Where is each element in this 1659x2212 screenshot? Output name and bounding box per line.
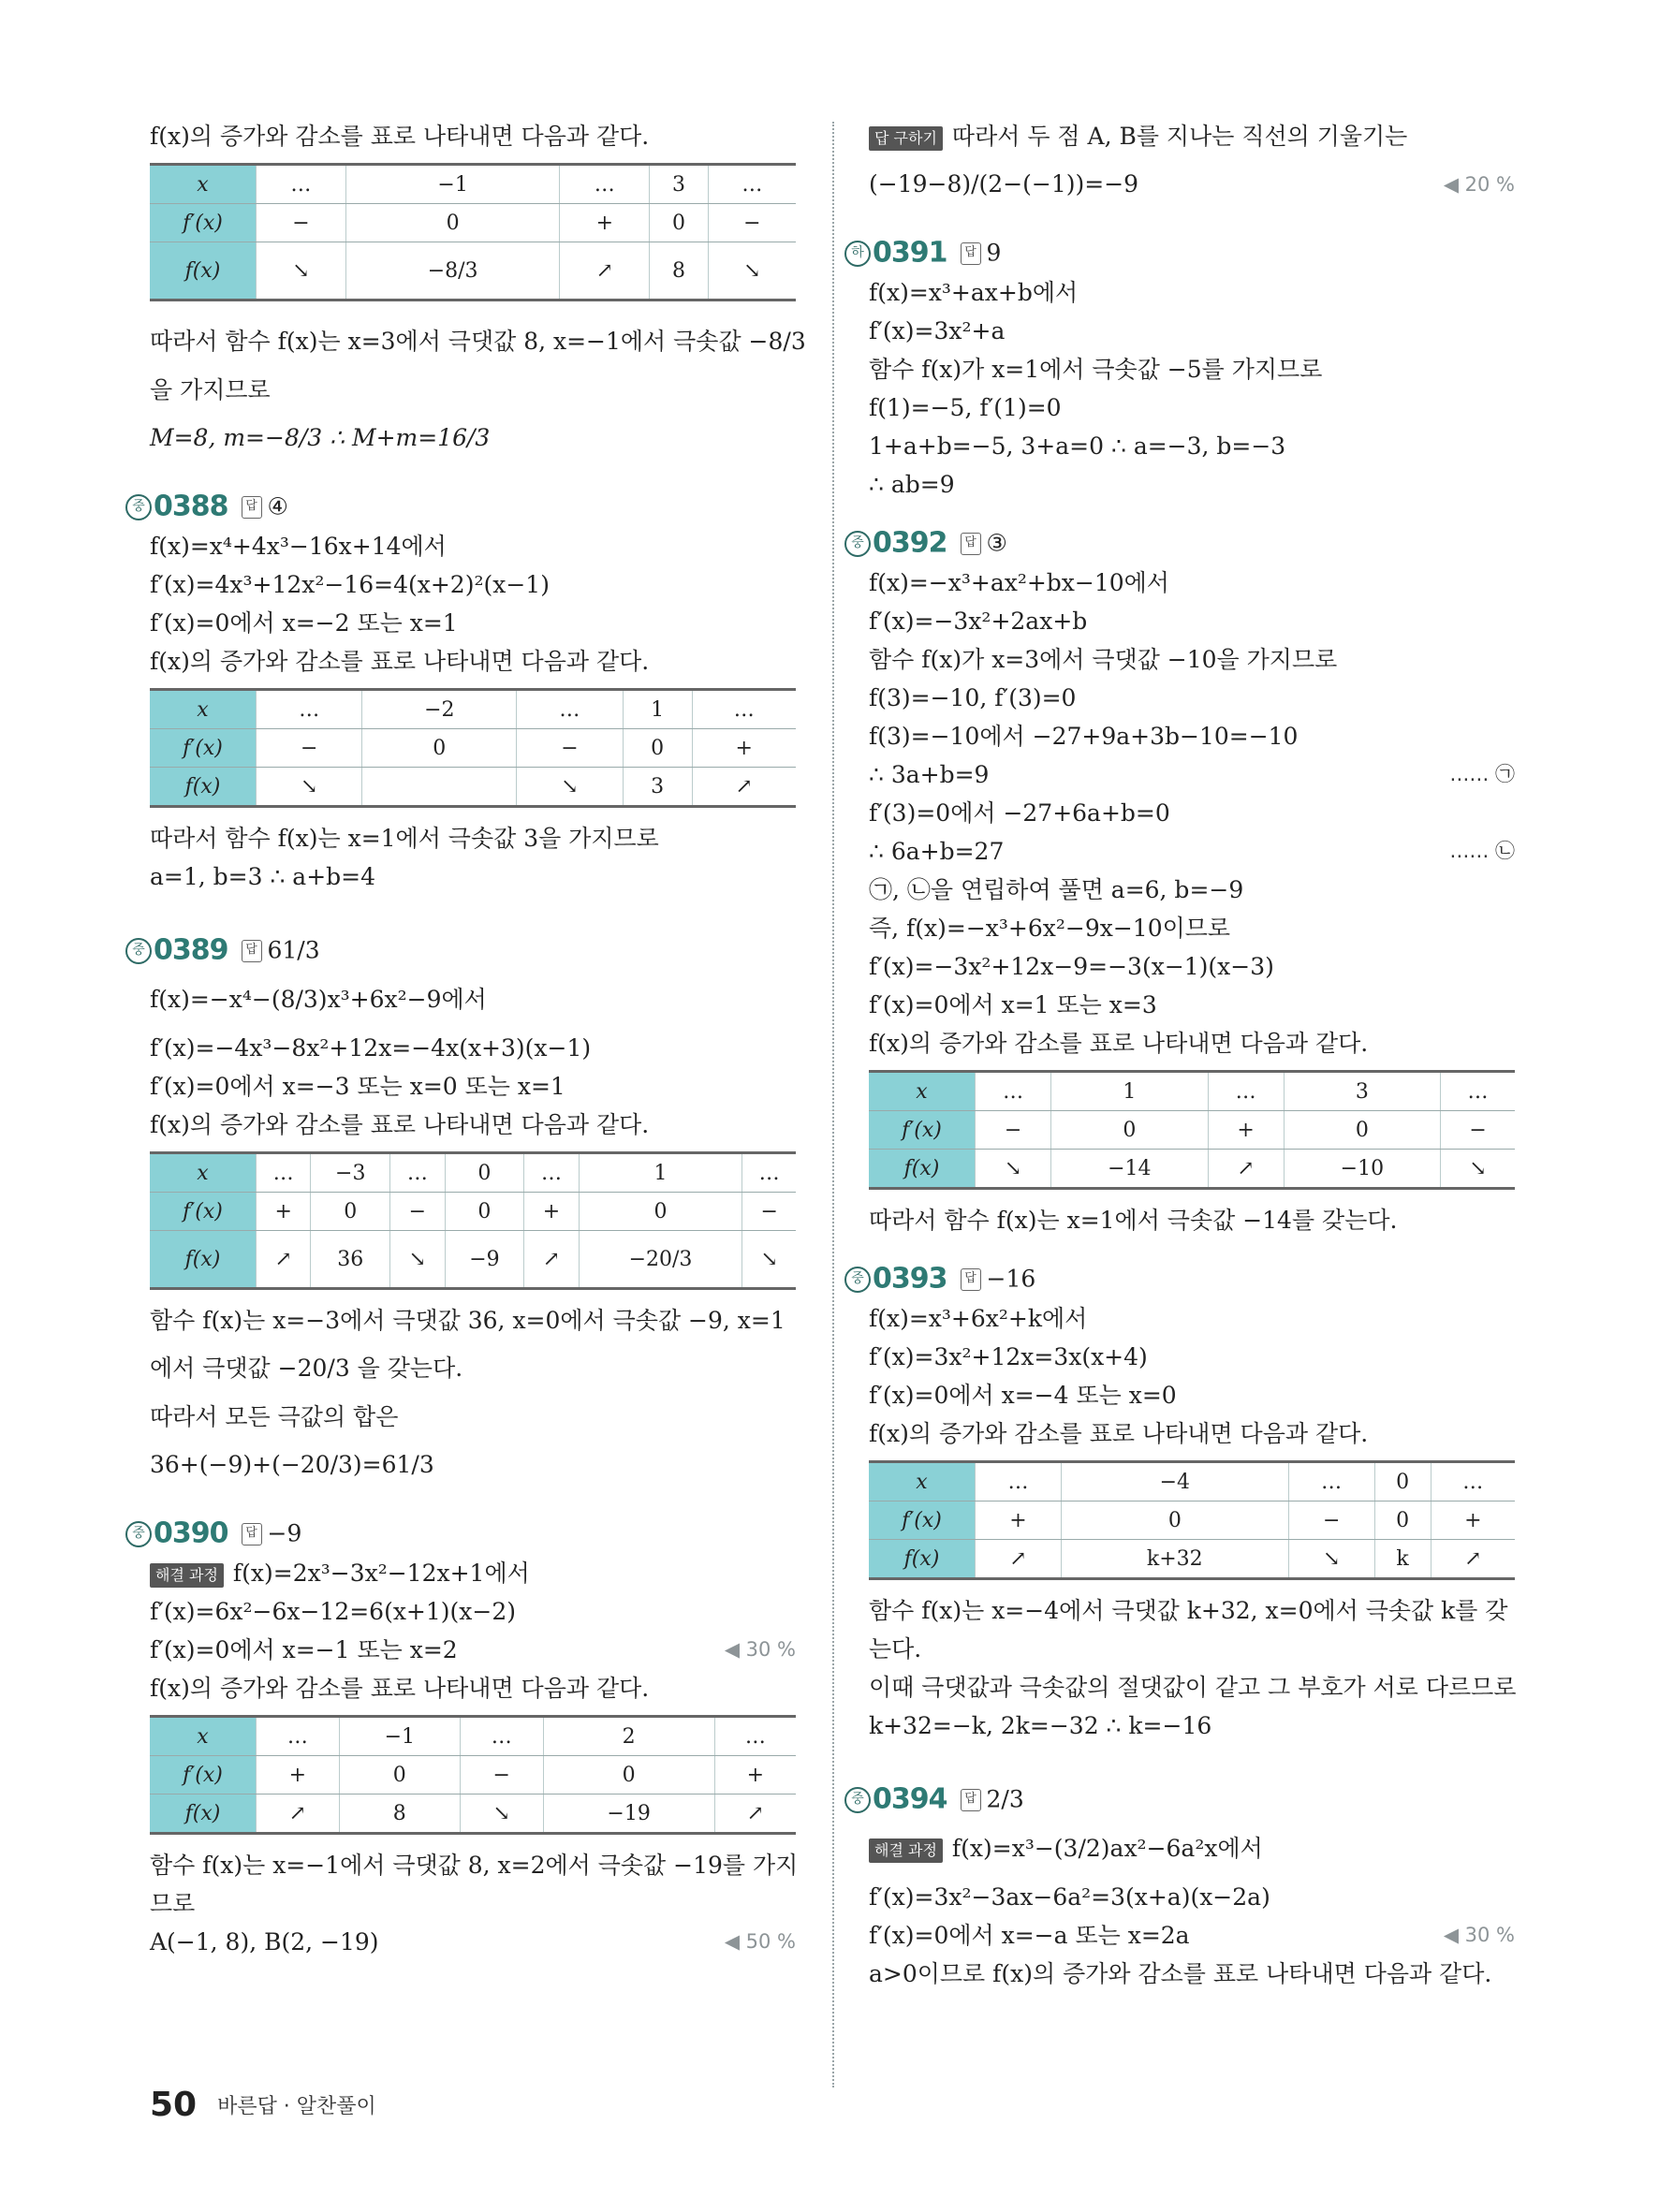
table-cell: + — [1431, 1502, 1515, 1540]
text-line: f(3)=−10, f′(3)=0 — [869, 684, 1077, 711]
text-line: f′(x)=0에서 x=−3 또는 x=0 또는 x=1 — [150, 1073, 565, 1100]
text-line: 따라서 함수 f(x)는 x=3에서 극댓값 8, x=−1에서 극솟값 −8/3 — [150, 328, 806, 355]
text-line: A(−1, 8), B(2, −19) ◀ 50 % — [150, 1923, 796, 1961]
table-cell: 8 — [650, 242, 709, 300]
table-cell: − — [742, 1193, 796, 1231]
text-line: 함수 f(x)가 x=1에서 극솟값 −5를 가지므로 — [869, 356, 1323, 383]
page-footer — [150, 2086, 376, 2124]
answer-value: −9 — [267, 1519, 302, 1547]
table-cell: f′(x) — [150, 1756, 257, 1795]
table-cell: ↗ — [257, 1795, 340, 1834]
table-cell: … — [257, 690, 362, 729]
table-cell: ↗ — [1431, 1540, 1515, 1579]
table-row — [869, 1502, 1515, 1540]
answer-value: 2/3 — [986, 1785, 1024, 1813]
problem-number: 0393 — [873, 1262, 947, 1296]
table-cell: f′(x) — [150, 729, 257, 768]
text-line: 따라서 모든 극값의 합은 — [150, 1403, 399, 1430]
text-line: 함수 f(x)가 x=3에서 극댓값 −10을 가지므로 — [869, 646, 1338, 673]
table-cell: 0 — [623, 729, 692, 768]
table-row — [150, 1795, 796, 1834]
table-cell: ↘ — [517, 768, 623, 807]
table-cell: 8 — [339, 1795, 460, 1834]
text-line: f(x)=−x⁴−(8/3)x³+6x²−9에서 — [150, 986, 487, 1013]
answer-value: ③ — [986, 529, 1007, 557]
table-cell: −9 — [445, 1231, 524, 1289]
table-cell: + — [1208, 1111, 1284, 1150]
answer-icon: 답 — [242, 1523, 262, 1545]
table-cell: … — [257, 165, 346, 204]
table-cell: − — [460, 1756, 543, 1795]
variation-table — [150, 163, 796, 301]
table-cell: k+32 — [1061, 1540, 1288, 1579]
text-line: 므로 — [150, 1890, 196, 1917]
table-cell: + — [976, 1502, 1062, 1540]
table-cell: − — [257, 204, 346, 242]
text-line: f′(x)=0에서 x=−a 또는 x=2a ◀ 30 % — [869, 1916, 1515, 1955]
table-cell: x — [150, 690, 257, 729]
level-badge: 중 — [125, 494, 152, 520]
variation-table — [869, 1070, 1515, 1190]
table-cell: 0 — [1061, 1502, 1288, 1540]
table-cell: ↗ — [692, 768, 796, 807]
table-cell: x — [150, 1717, 257, 1756]
text-line: ∴ 6a+b=27 …… ㉡ — [869, 832, 1515, 871]
table-cell: −19 — [543, 1795, 714, 1834]
book-title: 바른답 · 알찬풀이 — [217, 2095, 376, 2118]
variation-table — [150, 1151, 796, 1290]
text-line: f′(x)=0에서 x=−2 또는 x=1 — [150, 609, 458, 637]
answer-icon: 답 — [961, 242, 981, 265]
text-line: f′(x)=0에서 x=1 또는 x=3 — [869, 991, 1157, 1018]
table-cell: 3 — [623, 768, 692, 807]
table-row — [150, 1153, 796, 1193]
answer-icon: 답 — [242, 496, 262, 519]
table-row — [150, 204, 796, 242]
text-line: f(x)의 증가와 감소를 표로 나타내면 다음과 같다. — [150, 123, 650, 150]
table-cell: −3 — [311, 1153, 390, 1193]
table-cell: 1 — [623, 690, 692, 729]
table-row — [869, 1462, 1515, 1502]
problem-number: 0388 — [154, 490, 228, 523]
column-divider — [832, 122, 834, 2087]
text-line: f′(x)=6x²−6x−12=6(x+1)(x−2) — [150, 1598, 516, 1625]
table-cell: −1 — [339, 1717, 460, 1756]
text-line: f(x)=x³+6x²+k에서 — [869, 1305, 1088, 1332]
problem-header-0393 — [844, 1256, 1515, 1299]
step-tag: 답 구하기 — [869, 126, 943, 151]
table-cell: … — [460, 1717, 543, 1756]
text-line: f(x)의 증가와 감소를 표로 나타내면 다음과 같다. — [150, 648, 650, 675]
table-cell: f′(x) — [869, 1502, 976, 1540]
table-cell: −4 — [1061, 1462, 1288, 1502]
table-row — [150, 1717, 796, 1756]
table-cell: − — [1288, 1502, 1374, 1540]
table-cell: 0 — [1284, 1111, 1440, 1150]
table-cell: ↗ — [560, 242, 650, 300]
table-row — [869, 1150, 1515, 1189]
table-cell: k — [1374, 1540, 1431, 1579]
text-line: f′(x)=0에서 x=−4 또는 x=0 — [869, 1382, 1177, 1409]
table-cell: −20/3 — [579, 1231, 742, 1289]
table-cell: + — [560, 204, 650, 242]
table-cell: 36 — [311, 1231, 390, 1289]
answer-value: ④ — [267, 492, 288, 520]
text-line: f(x)의 증가와 감소를 표로 나타내면 다음과 같다. — [150, 1675, 650, 1702]
text-line: 는다. — [869, 1635, 922, 1663]
table-row — [150, 1193, 796, 1231]
problem-number: 0391 — [873, 236, 947, 270]
text-line: 따라서 함수 f(x)는 x=1에서 극솟값 −14를 갖는다. — [869, 1207, 1398, 1234]
table-cell: … — [1208, 1072, 1284, 1111]
variation-table — [869, 1460, 1515, 1580]
table-cell: f(x) — [150, 768, 257, 807]
text-line: f′(x)=−3x²+12x−9=−3(x−1)(x−3) — [869, 953, 1274, 980]
table-cell: − — [708, 204, 796, 242]
table-cell: 0 — [650, 204, 709, 242]
table-cell: x — [150, 165, 257, 204]
text-line: 을 가지므로 — [150, 376, 271, 403]
level-badge: 중 — [844, 531, 871, 557]
table-cell: … — [257, 1717, 340, 1756]
text-line: (−19−8)/(2−(−1))=−9 ◀ 20 % — [869, 155, 1515, 213]
table-cell: f(x) — [869, 1540, 976, 1579]
problem-header-0388 — [125, 484, 796, 527]
answer-icon: 답 — [961, 1789, 981, 1811]
table-cell: ↗ — [714, 1795, 796, 1834]
text-line: 에서 극댓값 −20/3 을 갖는다. — [150, 1355, 463, 1382]
text-line: 36+(−9)+(−20/3)=61/3 — [150, 1451, 434, 1478]
table-cell: − — [1441, 1111, 1515, 1150]
table-cell: + — [714, 1756, 796, 1795]
answer-value: 9 — [986, 239, 1002, 267]
table-cell: f′(x) — [150, 204, 257, 242]
table-cell: … — [714, 1717, 796, 1756]
variation-table — [150, 688, 796, 808]
text-line: ∴ 3a+b=9 …… ㉠ — [869, 755, 1515, 794]
level-badge: 중 — [125, 938, 152, 964]
table-cell: … — [560, 165, 650, 204]
table-row — [150, 1756, 796, 1795]
table-row — [150, 242, 796, 300]
text-line: f(3)=−10에서 −27+9a+3b−10=−10 — [869, 723, 1299, 750]
table-row — [150, 165, 796, 204]
page-number: 50 — [150, 2086, 198, 2124]
text-line: 함수 f(x)는 x=−1에서 극댓값 8, x=2에서 극솟값 −19를 가지 — [150, 1852, 799, 1879]
table-cell: f′(x) — [150, 1193, 257, 1231]
table-cell: … — [976, 1462, 1062, 1502]
table-cell: … — [742, 1153, 796, 1193]
table-cell: x — [150, 1153, 257, 1193]
variation-table — [150, 1715, 796, 1835]
problem-number: 0392 — [873, 526, 947, 560]
table-cell: f(x) — [150, 1795, 257, 1834]
text-line: k+32=−k, 2k=−32 ∴ k=−16 — [869, 1712, 1212, 1739]
answer-icon: 답 — [961, 533, 981, 555]
table-cell: −8/3 — [345, 242, 560, 300]
text-line: 함수 f(x)는 x=−3에서 극댓값 36, x=0에서 극솟값 −9, x=1 — [150, 1307, 785, 1334]
score-percent: ◀ 20 % — [1443, 173, 1515, 196]
table-cell: … — [390, 1153, 445, 1193]
step-tag: 해결 과정 — [869, 1838, 943, 1863]
table-cell: f(x) — [869, 1150, 976, 1189]
table-cell: 3 — [650, 165, 709, 204]
table-cell: 3 — [1284, 1072, 1440, 1111]
table-cell: 0 — [311, 1193, 390, 1231]
text-line: f(x)의 증가와 감소를 표로 나타내면 다음과 같다. — [869, 1420, 1369, 1447]
table-cell: … — [517, 690, 623, 729]
table-cell: ↘ — [976, 1150, 1051, 1189]
text-line: f′(3)=0에서 −27+6a+b=0 — [869, 799, 1170, 827]
table-row — [150, 1231, 796, 1289]
table-cell: 0 — [579, 1193, 742, 1231]
table-cell: 0 — [445, 1153, 524, 1193]
table-row — [150, 729, 796, 768]
table-cell: x — [869, 1072, 976, 1111]
table-row — [869, 1540, 1515, 1579]
score-percent: ◀ 50 % — [724, 1930, 796, 1953]
table-cell: ↗ — [524, 1231, 579, 1289]
step-tag: 해결 과정 — [150, 1563, 224, 1588]
answer-value: 61/3 — [267, 936, 320, 964]
table-cell: f(x) — [150, 242, 257, 300]
problem-header-0391 — [844, 230, 1515, 273]
table-cell: … — [524, 1153, 579, 1193]
text-line: f′(x)=3x²+12x=3x(x+4) — [869, 1343, 1148, 1370]
table-cell: … — [1431, 1462, 1515, 1502]
text-line: f′(x)=4x³+12x²−16=4(x+2)²(x−1) — [150, 571, 550, 598]
equation-marker: …… ㉠ — [1449, 763, 1515, 785]
problem-header-0394 — [844, 1777, 1515, 1820]
text-line: f′(x)=−4x³−8x²+12x=−4x(x+3)(x−1) — [150, 1034, 592, 1062]
level-badge: 중 — [844, 1267, 871, 1293]
text-line: f(x)=x⁴+4x³−16x+14에서 — [150, 533, 447, 560]
equation-marker: …… ㉡ — [1449, 840, 1515, 862]
level-badge: 중 — [125, 1521, 152, 1547]
table-cell: + — [524, 1193, 579, 1231]
table-cell: … — [1441, 1072, 1515, 1111]
text-line: a>0이므로 f(x)의 증가와 감소를 표로 나타내면 다음과 같다. — [869, 1960, 1492, 1987]
table-cell: 0 — [1374, 1462, 1431, 1502]
text-line: f(x)의 증가와 감소를 표로 나타내면 다음과 같다. — [150, 1111, 650, 1138]
table-cell: − — [976, 1111, 1051, 1150]
table-cell: … — [1288, 1462, 1374, 1502]
table-cell: ↘ — [708, 242, 796, 300]
table-cell: ↘ — [390, 1231, 445, 1289]
table-cell: ↗ — [976, 1540, 1062, 1579]
problem-number: 0390 — [154, 1516, 228, 1550]
text-line: 해결 과정 f(x)=2x³−3x²−12x+1에서 — [150, 1554, 796, 1592]
table-cell: f(x) — [150, 1231, 257, 1289]
problem-header-0389 — [125, 928, 796, 971]
table-cell: f′(x) — [869, 1111, 976, 1150]
text-line: f′(x)=3x²+a — [869, 317, 1006, 344]
text-line: f(1)=−5, f′(1)=0 — [869, 394, 1062, 421]
table-cell: + — [257, 1193, 311, 1231]
table-cell: ↘ — [257, 242, 346, 300]
table-cell: 2 — [543, 1717, 714, 1756]
table-cell: 0 — [339, 1756, 460, 1795]
text-line: ㉠, ㉡을 연립하여 풀면 a=6, b=−9 — [869, 876, 1244, 903]
table-cell: − — [517, 729, 623, 768]
score-percent: ◀ 30 % — [724, 1638, 796, 1661]
table-cell: 0 — [362, 729, 517, 768]
table-cell: −2 — [362, 690, 517, 729]
table-cell: … — [257, 1153, 311, 1193]
table-cell: + — [257, 1756, 340, 1795]
table-cell: ↘ — [257, 768, 362, 807]
table-row — [150, 768, 796, 807]
table-cell: … — [692, 690, 796, 729]
right-column — [851, 117, 1517, 1993]
table-cell: … — [976, 1072, 1051, 1111]
table-cell: x — [869, 1462, 976, 1502]
table-cell: −14 — [1051, 1150, 1208, 1189]
table-cell: ↗ — [257, 1231, 311, 1289]
problem-header-0392 — [844, 520, 1515, 564]
table-cell: 0 — [543, 1756, 714, 1795]
table-cell: −1 — [345, 165, 560, 204]
table-cell: 0 — [445, 1193, 524, 1231]
table-cell: ↘ — [1441, 1150, 1515, 1189]
table-cell: 1 — [1051, 1072, 1208, 1111]
table-cell: 1 — [579, 1153, 742, 1193]
text-line: a=1, b=3 ∴ a+b=4 — [150, 863, 376, 890]
answer-icon: 답 — [961, 1268, 981, 1291]
table-cell: ↘ — [1288, 1540, 1374, 1579]
text-line: 해결 과정 f(x)=x³−(3/2)ax²−6a²x에서 — [869, 1820, 1515, 1878]
text-line: f′(x)=−3x²+2ax+b — [869, 608, 1088, 635]
answer-value: −16 — [986, 1265, 1036, 1293]
text-line: f(x)=x³+ax+b에서 — [869, 279, 1079, 306]
answer-icon: 답 — [242, 940, 262, 962]
table-row — [869, 1072, 1515, 1111]
score-percent: ◀ 30 % — [1443, 1924, 1515, 1946]
text-line: f′(x)=0에서 x=−1 또는 x=2 ◀ 30 % — [150, 1631, 796, 1669]
table-row — [869, 1111, 1515, 1150]
text-line: 따라서 함수 f(x)는 x=1에서 극솟값 3을 가지므로 — [150, 825, 659, 852]
table-cell: 0 — [1051, 1111, 1208, 1150]
table-cell: … — [708, 165, 796, 204]
table-cell: − — [257, 729, 362, 768]
problem-header-0390 — [125, 1511, 796, 1554]
level-badge: 하 — [844, 241, 871, 267]
left-column — [132, 117, 806, 1961]
problem-number: 0389 — [154, 933, 228, 967]
table-cell: ↘ — [742, 1231, 796, 1289]
text-line: 함수 f(x)는 x=−4에서 극댓값 k+32, x=0에서 극솟값 k를 갖 — [869, 1597, 1508, 1624]
text-line: M=8, m=−8/3 ∴ M+m=16/3 — [150, 424, 491, 451]
text-line: ∴ ab=9 — [869, 471, 955, 498]
table-cell: 0 — [345, 204, 560, 242]
text-line: f′(x)=3x²−3ax−6a²=3(x+a)(x−2a) — [869, 1883, 1270, 1911]
problem-number: 0394 — [873, 1782, 947, 1816]
table-row — [150, 690, 796, 729]
table-cell: ↘ — [460, 1795, 543, 1834]
text-line: 즉, f(x)=−x³+6x²−9x−10이므로 — [869, 915, 1231, 942]
text-line: 이때 극댓값과 극솟값의 절댓값이 같고 그 부호가 서로 다르므로 — [869, 1674, 1517, 1701]
table-cell: −10 — [1284, 1150, 1440, 1189]
table-cell: ↗ — [1208, 1150, 1284, 1189]
table-cell: 0 — [1374, 1502, 1431, 1540]
text-line: f(x)=−x³+ax²+bx−10에서 — [869, 569, 1169, 596]
table-cell: − — [390, 1193, 445, 1231]
table-cell: + — [692, 729, 796, 768]
text-line: 답 구하기 따라서 두 점 A, B를 지나는 직선의 기울기는 — [869, 117, 1515, 155]
text-line: 1+a+b=−5, 3+a=0 ∴ a=−3, b=−3 — [869, 432, 1286, 460]
level-badge: 중 — [844, 1787, 871, 1813]
text-line: f(x)의 증가와 감소를 표로 나타내면 다음과 같다. — [869, 1030, 1369, 1057]
table-cell — [362, 768, 517, 807]
